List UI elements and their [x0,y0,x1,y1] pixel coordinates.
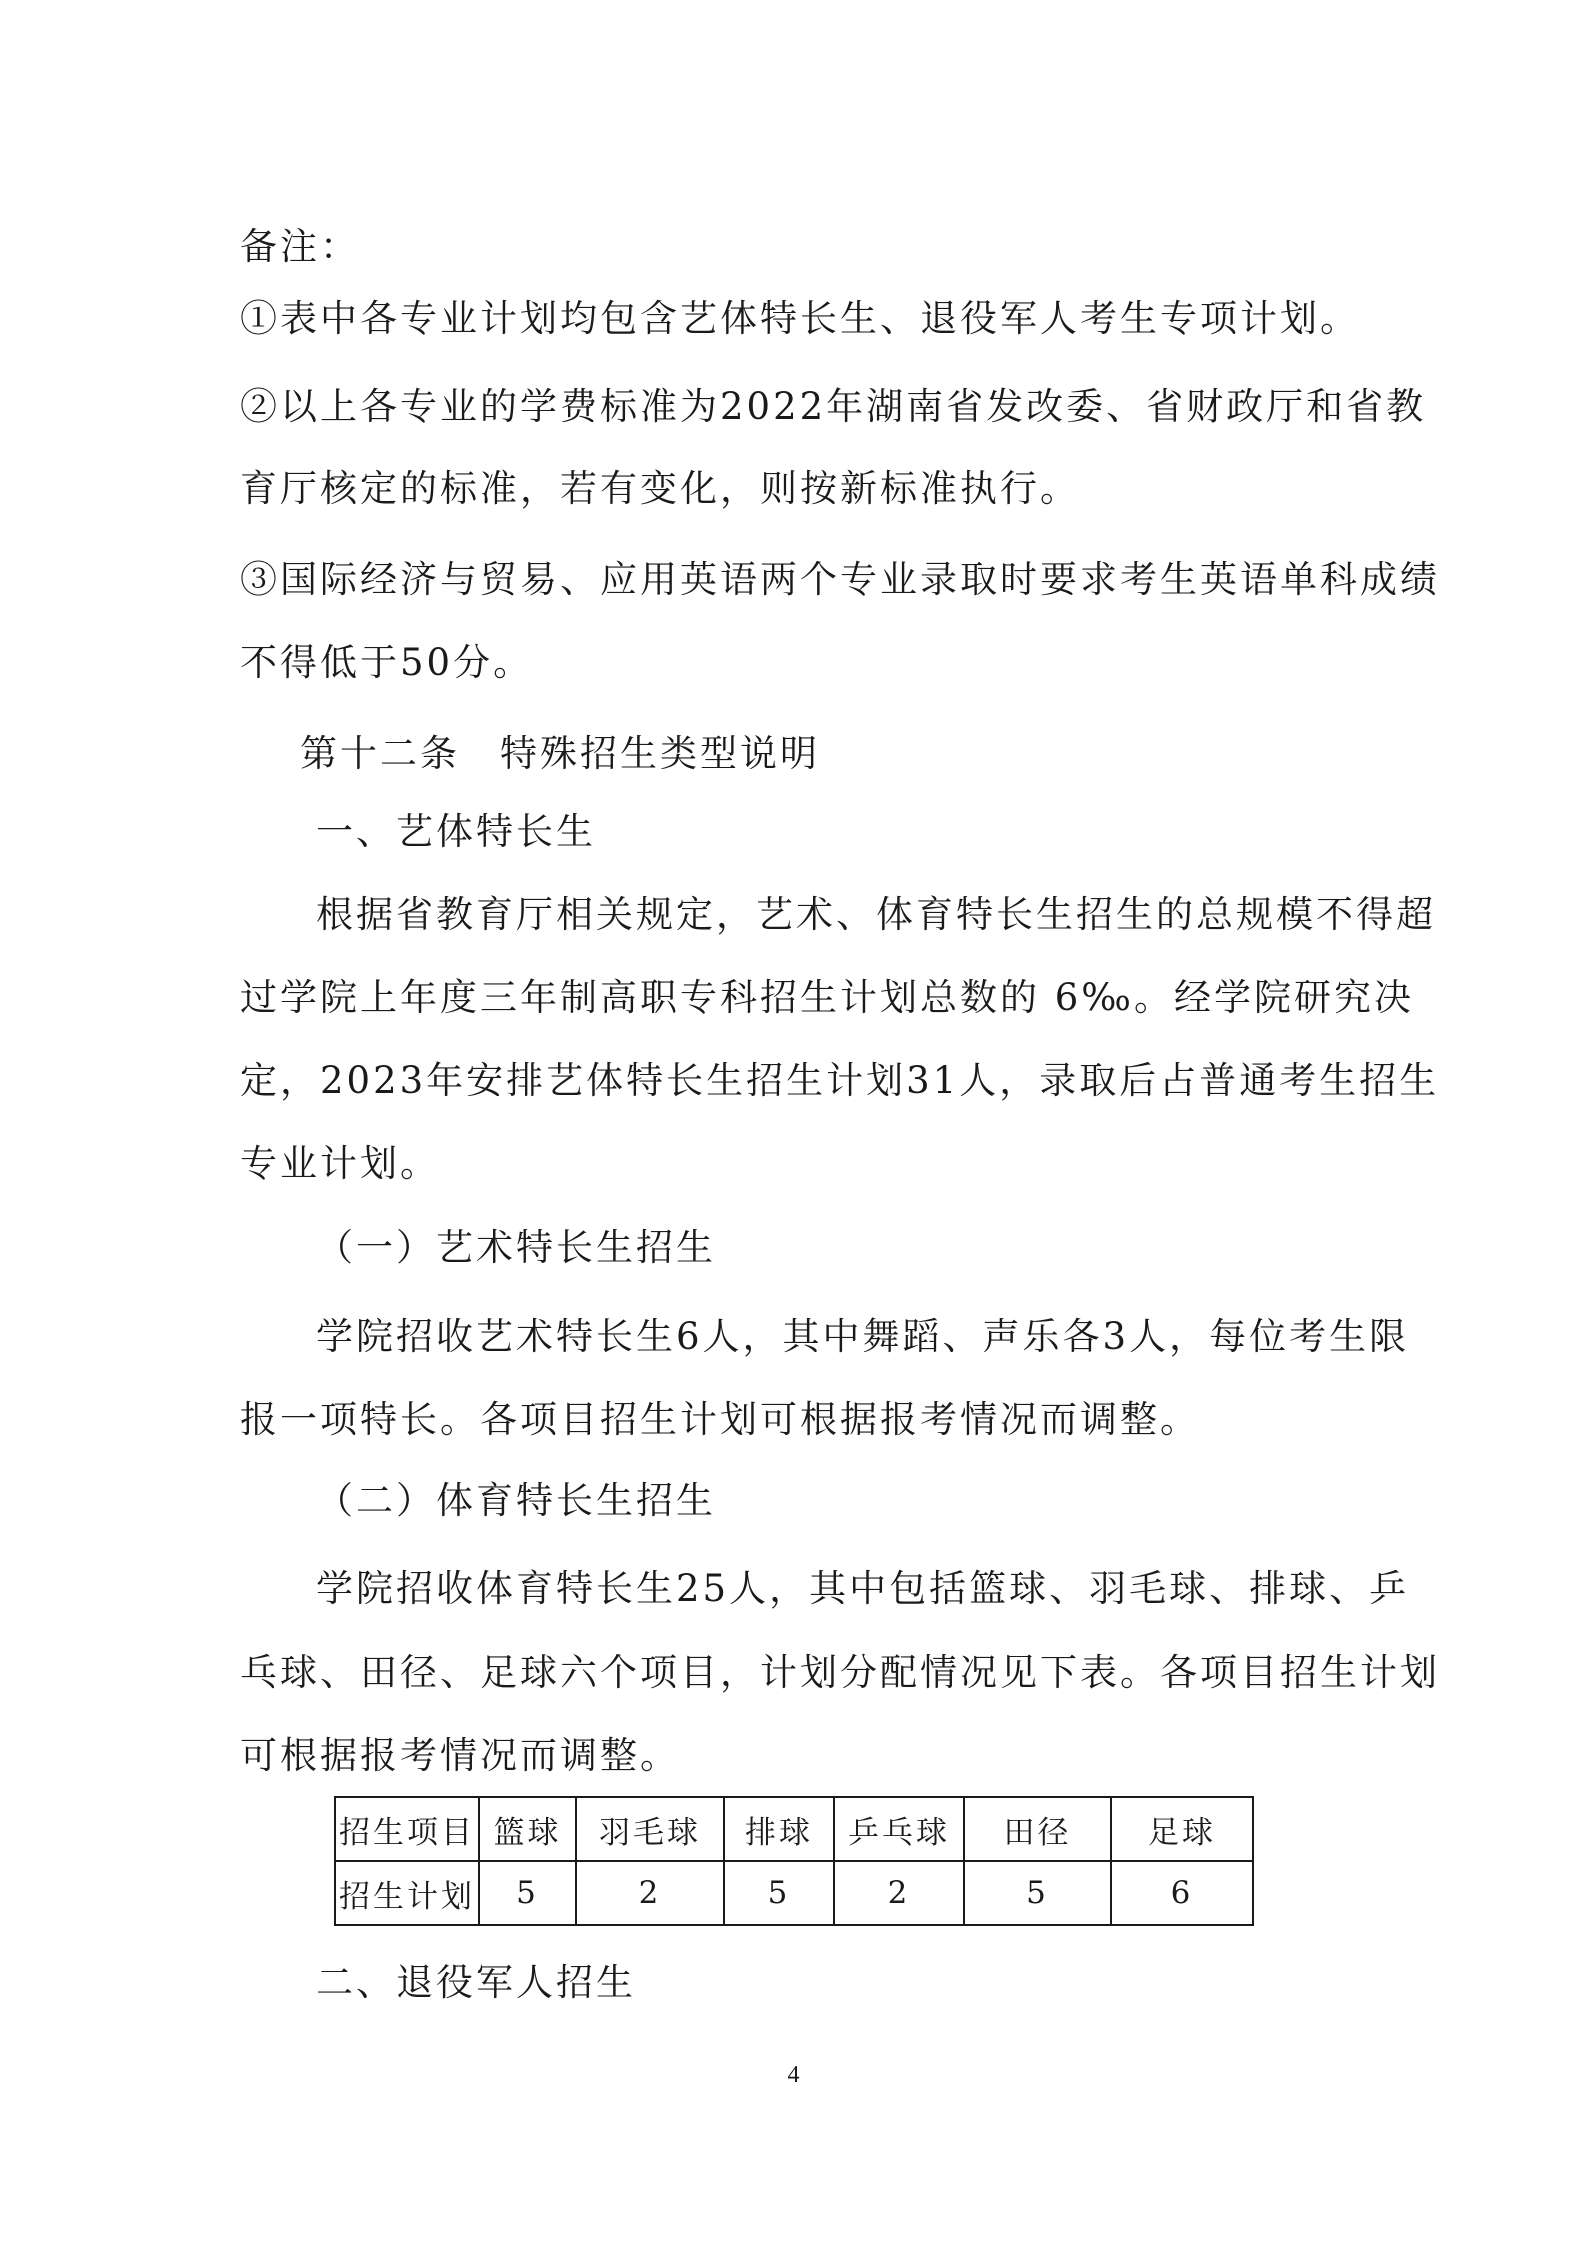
table-cell: 乒乓球 [834,1797,964,1861]
page-number: 4 [787,2062,800,2088]
table-cell: 篮球 [479,1797,576,1861]
art-para-line-2: 报一项特长。各项目招生计划可根据报考情况而调整。 [240,1398,1200,1441]
section-1-para-line-1: 根据省教育厅相关规定，艺术、体育特长生招生的总规模不得超 [316,893,1436,936]
table-header-row [335,1797,1253,1861]
note-3-line-1: ③国际经济与贸易、应用英语两个专业录取时要求考生英语单科成绩 [240,558,1440,601]
note-2-line-1: ②以上各专业的学费标准为2022年湖南省发改委、省财政厅和省教 [240,385,1427,428]
note-1: ①表中各专业计划均包含艺体特长生、退役军人考生专项计划。 [240,297,1360,340]
table-row [335,1861,1253,1925]
table-cell: 5 [479,1861,576,1925]
table-cell: 招生计划 [335,1861,479,1925]
art-para-line-1: 学院招收艺术特长生6人，其中舞蹈、声乐各3人，每位考生限 [316,1315,1410,1358]
section-1-para-line-2: 过学院上年度三年制高职专科招生计划总数的 6‰。经学院研究决 [240,976,1414,1019]
table-cell: 羽毛球 [576,1797,724,1861]
table-cell: 5 [724,1861,834,1925]
section-1-title: 一、艺体特长生 [316,810,596,853]
section-1-para-line-4: 专业计划。 [240,1142,440,1185]
table-cell: 招生项目 [335,1797,479,1861]
table-cell: 2 [834,1861,964,1925]
sports-para-line-3: 可根据报考情况而调整。 [240,1734,680,1777]
notes-heading: 备注： [240,225,360,268]
art-specialty-title: （一）艺术特长生招生 [316,1226,716,1269]
note-2-line-2: 育厅核定的标准，若有变化，则按新标准执行。 [240,467,1080,510]
sports-specialty-title: （二）体育特长生招生 [316,1479,716,1522]
section-1-para-line-3: 定，2023年安排艺体特长生招生计划31人，录取后占普通考生招生 [240,1059,1440,1102]
note-3-line-2: 不得低于50分。 [240,641,534,684]
table-cell: 足球 [1111,1797,1253,1861]
table-cell: 2 [576,1861,724,1925]
sports-para-line-2: 乓球、田径、足球六个项目，计划分配情况见下表。各项目招生计划 [240,1651,1440,1694]
article-12-title: 第十二条 特殊招生类型说明 [300,732,820,775]
sports-para-line-1: 学院招收体育特长生25人，其中包括篮球、羽毛球、排球、乒 [316,1567,1410,1610]
section-2-title: 二、退役军人招生 [316,1961,636,2004]
table-cell: 田径 [964,1797,1111,1861]
table-cell: 排球 [724,1797,834,1861]
sports-plan-table [334,1796,1254,1926]
table-cell: 5 [964,1861,1111,1925]
table-cell: 6 [1111,1861,1253,1925]
